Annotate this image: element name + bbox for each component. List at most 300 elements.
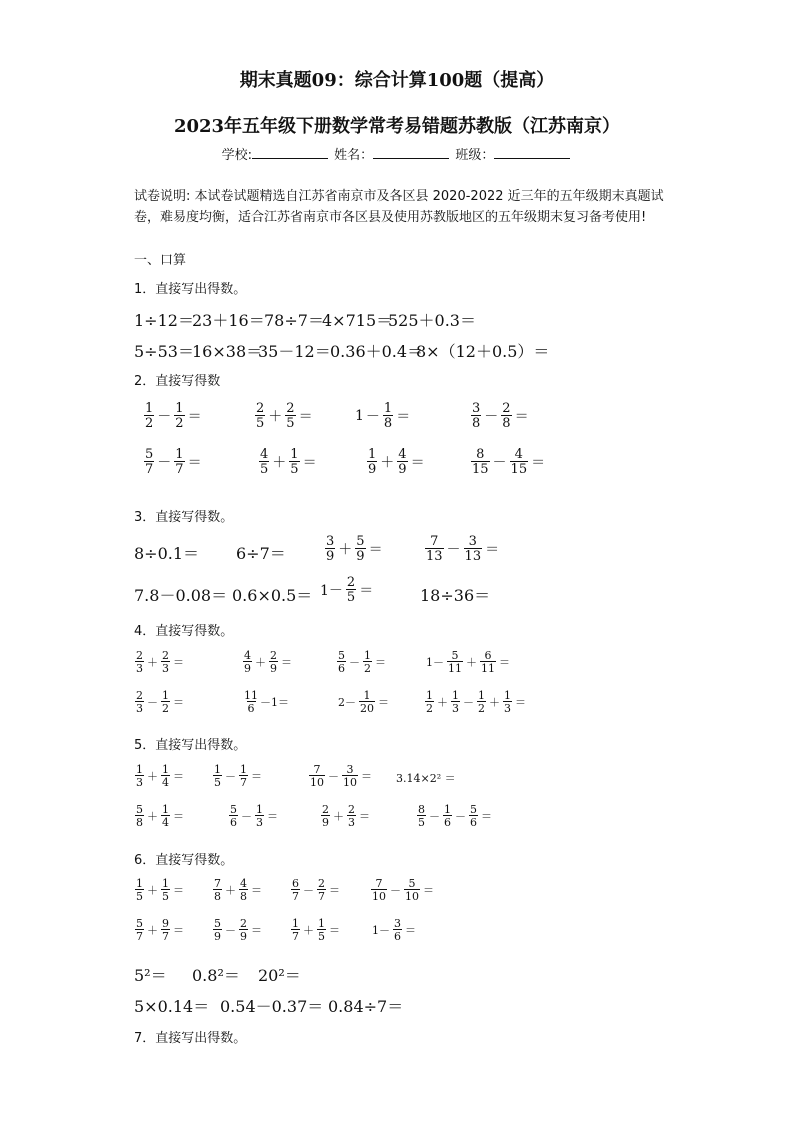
q2-item [254, 402, 315, 430]
operator: － [446, 542, 461, 558]
q6-item [370, 878, 436, 902]
numerator: 1 [162, 877, 169, 890]
equals-sign: ＝ [251, 924, 262, 937]
fraction [425, 535, 444, 563]
fraction [397, 448, 407, 476]
fraction [443, 804, 452, 828]
math-text: 6÷7＝ [236, 544, 286, 563]
q6-item [134, 963, 167, 986]
math-text: 5²＝ [134, 966, 167, 985]
class-blank[interactable] [494, 146, 570, 159]
q5-item [212, 764, 264, 788]
q5-item [134, 804, 186, 828]
whole-part: 1－ [372, 924, 390, 937]
fraction [425, 690, 434, 714]
numerator: 2 [270, 649, 277, 662]
q6-item [328, 994, 403, 1017]
q2-item [470, 402, 531, 430]
q5-item [396, 770, 456, 786]
equals-sign: ＝ [378, 696, 389, 709]
equals-sign: ＝ [515, 696, 526, 709]
fraction [161, 878, 170, 902]
denominator: 7 [136, 930, 143, 943]
fraction [243, 650, 252, 674]
operator: ＋ [147, 770, 158, 783]
numerator: 1 [214, 763, 221, 776]
operator: ＋ [147, 884, 158, 897]
q2-item [258, 448, 319, 476]
numerator: 4 [240, 877, 247, 890]
q4-item [134, 690, 186, 714]
numerator: 5 [451, 649, 459, 662]
operator: － [492, 455, 507, 471]
denominator: 5 [214, 776, 221, 789]
math-text: 0.6×0.5＝ [232, 586, 313, 605]
numerator: 1 [444, 803, 451, 816]
fraction [291, 878, 300, 902]
fraction [317, 918, 326, 942]
denominator: 8 [502, 416, 511, 431]
numerator: 6 [484, 649, 492, 662]
denominator: 7 [292, 930, 299, 943]
numerator: 1 [452, 689, 459, 702]
q1-item [330, 339, 423, 362]
q1-item [134, 308, 194, 331]
operator: － [365, 409, 380, 425]
operator: － [390, 884, 401, 897]
q4-item [336, 690, 391, 714]
q1-item [258, 339, 331, 362]
math-text: 8÷0.1＝ [134, 544, 200, 563]
fraction [451, 690, 460, 714]
q1-item [264, 308, 324, 331]
denominator: 9 [214, 930, 221, 943]
numerator: 3 [394, 917, 401, 930]
equals-sign: ＝ [361, 770, 372, 783]
fraction [135, 764, 144, 788]
numerator: 1 [363, 689, 371, 702]
numerator: 1 [256, 803, 263, 816]
denominator: 9 [270, 662, 277, 675]
q5-heading: 5．直接写出得数。 [134, 738, 247, 753]
numerator: 2 [346, 575, 356, 590]
fraction [501, 402, 511, 430]
q6-item [134, 918, 186, 942]
fraction [161, 804, 170, 828]
q2-heading: 2．直接写得数 [134, 374, 221, 389]
q6-item [290, 878, 342, 902]
numerator: 1 [368, 447, 377, 462]
numerator: 1 [175, 447, 184, 462]
fraction [510, 448, 529, 476]
denominator: 10 [343, 776, 357, 789]
operator: － [484, 409, 499, 425]
equals-sign: ＝ [173, 810, 184, 823]
numerator: 2 [322, 803, 329, 816]
fraction [135, 804, 144, 828]
title-line-2: 2023年五年级下册数学常考易错题苏教版（江苏南京） [173, 116, 621, 137]
denominator: 9 [356, 549, 365, 564]
denominator: 8 [136, 816, 143, 829]
operator: － [157, 455, 172, 471]
equals-sign: ＝ [281, 656, 292, 669]
equals-sign: ＝ [187, 409, 202, 425]
q6-item [134, 994, 209, 1017]
equals-sign: ＝ [251, 770, 262, 783]
denominator: 5 [256, 416, 265, 431]
math-text: 35－12＝ [258, 342, 331, 361]
denominator: 7 [292, 890, 299, 903]
numerator: 4 [514, 447, 523, 462]
fraction [337, 650, 346, 674]
numerator: 3 [346, 763, 354, 776]
denominator: 5 [346, 590, 356, 605]
fraction [213, 878, 222, 902]
q6-heading: 6．直接写得数。 [134, 853, 234, 868]
denominator: 5 [136, 890, 143, 903]
math-text: 20²＝ [258, 966, 301, 985]
fraction [447, 650, 463, 674]
operator: ＋ [489, 696, 500, 709]
denominator: 6 [230, 816, 237, 829]
operator: ＋ [147, 810, 158, 823]
numerator: 3 [468, 534, 477, 549]
fraction [285, 402, 295, 430]
q3-item [232, 583, 312, 606]
numerator: 11 [244, 689, 258, 702]
numerator: 5 [470, 803, 477, 816]
denominator: 7 [318, 890, 325, 903]
fraction [371, 878, 387, 902]
equals-sign: ＝ [514, 409, 529, 425]
fraction [161, 764, 170, 788]
fraction [480, 650, 496, 674]
fraction [469, 804, 478, 828]
equals-sign: ＝ [405, 924, 416, 937]
q5-item [134, 764, 186, 788]
equals-sign: ＝ [173, 884, 184, 897]
operator: － [225, 770, 236, 783]
q2-item [143, 448, 204, 476]
fraction [259, 448, 269, 476]
operator: － [463, 696, 474, 709]
math-text: 0.84÷7＝ [328, 997, 404, 1016]
q3-item [318, 576, 375, 604]
denominator: 3 [256, 816, 263, 829]
equals-sign: ＝ [531, 455, 546, 471]
equals-sign: ＝ [396, 409, 411, 425]
equals-sign: ＝ [359, 810, 370, 823]
fraction [363, 650, 372, 674]
equals-sign: ＝ [173, 656, 184, 669]
denominator: 2 [175, 416, 184, 431]
denominator: 5 [286, 416, 295, 431]
fraction [347, 804, 356, 828]
fraction [464, 535, 483, 563]
operator: － [455, 810, 466, 823]
numerator: 4 [244, 649, 251, 662]
q6-item [290, 918, 342, 942]
q3-heading: 3．直接写得数。 [134, 510, 234, 525]
numerator: 7 [430, 534, 439, 549]
numerator: 2 [136, 649, 143, 662]
fraction [239, 764, 248, 788]
whole-part: 1－ [320, 583, 343, 599]
math-text: 1÷12＝ [134, 311, 194, 330]
q6-item [134, 878, 186, 902]
operator: ＋ [437, 696, 448, 709]
operator: － [328, 770, 339, 783]
operator: ＋ [255, 656, 266, 669]
fraction [239, 918, 248, 942]
equals-sign: ＝ [375, 656, 386, 669]
numerator: 2 [502, 401, 511, 416]
q5-item [308, 764, 374, 788]
title-line-1: 期末真题09：综合计算100题（提高） [239, 70, 555, 91]
q4-item [336, 650, 388, 674]
student-info-fields [0, 144, 794, 163]
denominator: 7 [240, 776, 247, 789]
q4-item [242, 690, 289, 714]
fraction [239, 878, 248, 902]
fraction [477, 690, 486, 714]
fraction [255, 402, 265, 430]
denominator: 8 [214, 890, 221, 903]
q3-item [420, 583, 490, 606]
q3-item [424, 535, 501, 563]
math-text: －1＝ [260, 696, 289, 709]
equals-sign: ＝ [359, 583, 374, 599]
numerator: 8 [476, 447, 485, 462]
numerator: 2 [162, 649, 169, 662]
numerator: 1 [240, 763, 247, 776]
operator: ＋ [147, 656, 158, 669]
fraction [355, 535, 365, 563]
numerator: 1 [383, 401, 393, 416]
operator: ＋ [303, 924, 314, 937]
denominator: 5 [260, 462, 269, 477]
denominator: 3 [348, 816, 355, 829]
denominator: 5 [290, 462, 299, 477]
denominator: 8 [240, 890, 247, 903]
operator: ＋ [225, 884, 236, 897]
equals-sign: ＝ [298, 409, 313, 425]
fraction [367, 448, 377, 476]
fraction [174, 448, 184, 476]
q4-heading: 4．直接写得数。 [134, 624, 234, 639]
denominator: 3 [504, 702, 511, 715]
q3-item [134, 541, 199, 564]
denominator: 2 [426, 702, 433, 715]
math-text: 78÷7＝ [264, 311, 324, 330]
denominator: 10 [372, 890, 386, 903]
numerator: 2 [318, 877, 325, 890]
q1-item [416, 339, 549, 362]
numerator: 9 [162, 917, 169, 930]
fraction [174, 402, 184, 430]
fraction [317, 878, 326, 902]
q2-item [470, 448, 547, 476]
operator: ＋ [272, 455, 287, 471]
equals-sign: ＝ [485, 542, 500, 558]
numerator: 7 [375, 877, 383, 890]
math-text: 5×0.14＝ [134, 997, 210, 1016]
denominator: 10 [405, 890, 419, 903]
fraction [144, 402, 154, 430]
denominator: 3 [136, 702, 143, 715]
denominator: 9 [326, 549, 335, 564]
q3-item [134, 583, 227, 606]
fraction [393, 918, 402, 942]
equals-sign: ＝ [499, 656, 510, 669]
numerator: 1 [318, 917, 325, 930]
numerator: 1 [290, 447, 299, 462]
numerator: 5 [136, 803, 143, 816]
numerator: 2 [348, 803, 355, 816]
operator: － [241, 810, 252, 823]
whole-number: 1 [355, 408, 364, 424]
q2-item [143, 402, 204, 430]
whole-part: 2－ [338, 696, 356, 709]
fraction [471, 448, 490, 476]
denominator: 5 [318, 930, 325, 943]
numerator: 5 [136, 917, 143, 930]
school-blank[interactable] [252, 146, 328, 159]
numerator: 1 [162, 689, 169, 702]
numerator: 2 [136, 689, 143, 702]
equals-sign: ＝ [423, 884, 434, 897]
math-text: 3.14×2² ＝ [396, 772, 456, 785]
operator: － [303, 884, 314, 897]
fraction [404, 878, 420, 902]
fraction [255, 804, 264, 828]
denominator: 9 [368, 462, 377, 477]
operator: － [349, 656, 360, 669]
math-text: 0.8²＝ [192, 966, 240, 985]
fraction [269, 650, 278, 674]
q1-item [322, 308, 392, 331]
equals-sign: ＝ [267, 810, 278, 823]
math-text: 23＋16＝ [192, 311, 265, 330]
numerator: 1 [136, 877, 143, 890]
equals-sign: ＝ [329, 924, 340, 937]
numerator: 1 [162, 803, 169, 816]
equals-sign: ＝ [410, 455, 425, 471]
numerator: 5 [145, 447, 154, 462]
q6-item [192, 963, 240, 986]
denominator: 8 [472, 416, 481, 431]
operator: ＋ [466, 656, 477, 669]
numerator: 1 [175, 401, 184, 416]
math-text: 18÷36＝ [420, 586, 491, 605]
whole-part: 1－ [426, 656, 444, 669]
operator: － [147, 696, 158, 709]
denominator: 2 [145, 416, 154, 431]
numerator: 5 [408, 877, 416, 890]
equals-sign: ＝ [187, 455, 202, 471]
denominator: 4 [162, 776, 169, 789]
fraction [503, 690, 512, 714]
math-text: 525＋0.3＝ [388, 311, 476, 330]
operator: ＋ [338, 542, 353, 558]
denominator: 10 [310, 776, 324, 789]
denominator: 2 [162, 702, 169, 715]
equals-sign: ＝ [251, 884, 262, 897]
denominator: 6 [338, 662, 345, 675]
q5-item [228, 804, 280, 828]
denominator: 9 [244, 662, 251, 675]
denominator: 7 [145, 462, 154, 477]
operator: ＋ [268, 409, 283, 425]
fraction [135, 690, 144, 714]
equals-sign: ＝ [173, 696, 184, 709]
name-blank[interactable] [373, 146, 449, 159]
q7-heading: 7．直接写出得数。 [134, 1031, 247, 1046]
fraction [135, 650, 144, 674]
denominator: 20 [360, 702, 374, 715]
q3-item [324, 535, 385, 563]
q4-item [242, 650, 294, 674]
fraction [321, 804, 330, 828]
numerator: 3 [326, 534, 335, 549]
denominator: 4 [162, 816, 169, 829]
fraction [229, 804, 238, 828]
q6-item [212, 878, 264, 902]
q2-item [355, 402, 412, 430]
q1-item [134, 339, 194, 362]
q6-item [370, 918, 418, 942]
numerator: 6 [292, 877, 299, 890]
denominator: 6 [247, 702, 255, 715]
numerator: 1 [364, 649, 371, 662]
fraction [161, 650, 170, 674]
fraction [325, 535, 335, 563]
equals-sign: ＝ [173, 924, 184, 937]
numerator: 3 [472, 401, 481, 416]
numerator: 4 [260, 447, 269, 462]
q6-item [212, 918, 264, 942]
q2-item [366, 448, 427, 476]
q1-heading: 1．直接写出得数。 [134, 282, 247, 297]
math-text: 16×38＝ [192, 342, 263, 361]
numerator: 7 [214, 877, 221, 890]
numerator: 2 [240, 917, 247, 930]
numerator: 8 [418, 803, 425, 816]
numerator: 1 [136, 763, 143, 776]
equals-sign: ＝ [173, 770, 184, 783]
denominator: 5 [162, 890, 169, 903]
equals-sign: ＝ [368, 542, 383, 558]
numerator: 2 [256, 401, 265, 416]
fraction [213, 918, 222, 942]
fraction [291, 918, 300, 942]
denominator: 3 [136, 662, 143, 675]
denominator: 8 [383, 416, 393, 431]
fraction [346, 576, 356, 604]
math-text: 0.54－0.37＝ [220, 997, 324, 1016]
equals-sign: ＝ [481, 810, 492, 823]
denominator: 15 [472, 462, 489, 477]
denominator: 13 [426, 549, 443, 564]
denominator: 7 [162, 930, 169, 943]
q4-item [134, 650, 186, 674]
q6-item [258, 963, 301, 986]
fraction [342, 764, 358, 788]
numerator: 5 [230, 803, 237, 816]
q1-item [192, 308, 265, 331]
denominator: 11 [448, 662, 462, 675]
operator: ＋ [380, 455, 395, 471]
